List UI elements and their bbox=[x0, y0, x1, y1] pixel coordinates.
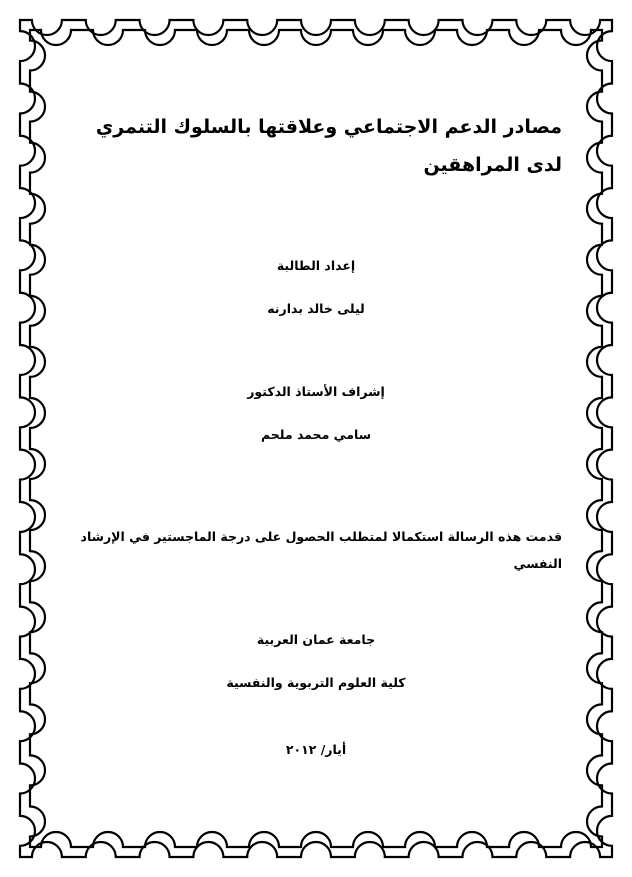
thesis-title: مصادر الدعم الاجتماعي وعلاقتها بالسلوك التنمري لدى المراهقين bbox=[95, 116, 562, 176]
student-name: ليلى خالد بدارنه bbox=[267, 301, 365, 316]
supervisor-label: إشراف الأستاذ الدكتور bbox=[247, 384, 385, 399]
prepared-by-label: إعداد الطالبة bbox=[276, 258, 356, 273]
supervisor-name: سامي محمد ملحم bbox=[260, 427, 372, 442]
submission-date: أيار/ ٢٠١٢ bbox=[285, 742, 347, 757]
faculty-name: كلية العلوم التربوية والنفسية bbox=[226, 675, 406, 690]
university-name: جامعة عمان العربية bbox=[256, 632, 376, 647]
submission-statement: قدمت هذه الرسالة استكمالا لمتطلب الحصول على درجة الماجستير في الإرشاد النفسي bbox=[80, 529, 562, 571]
